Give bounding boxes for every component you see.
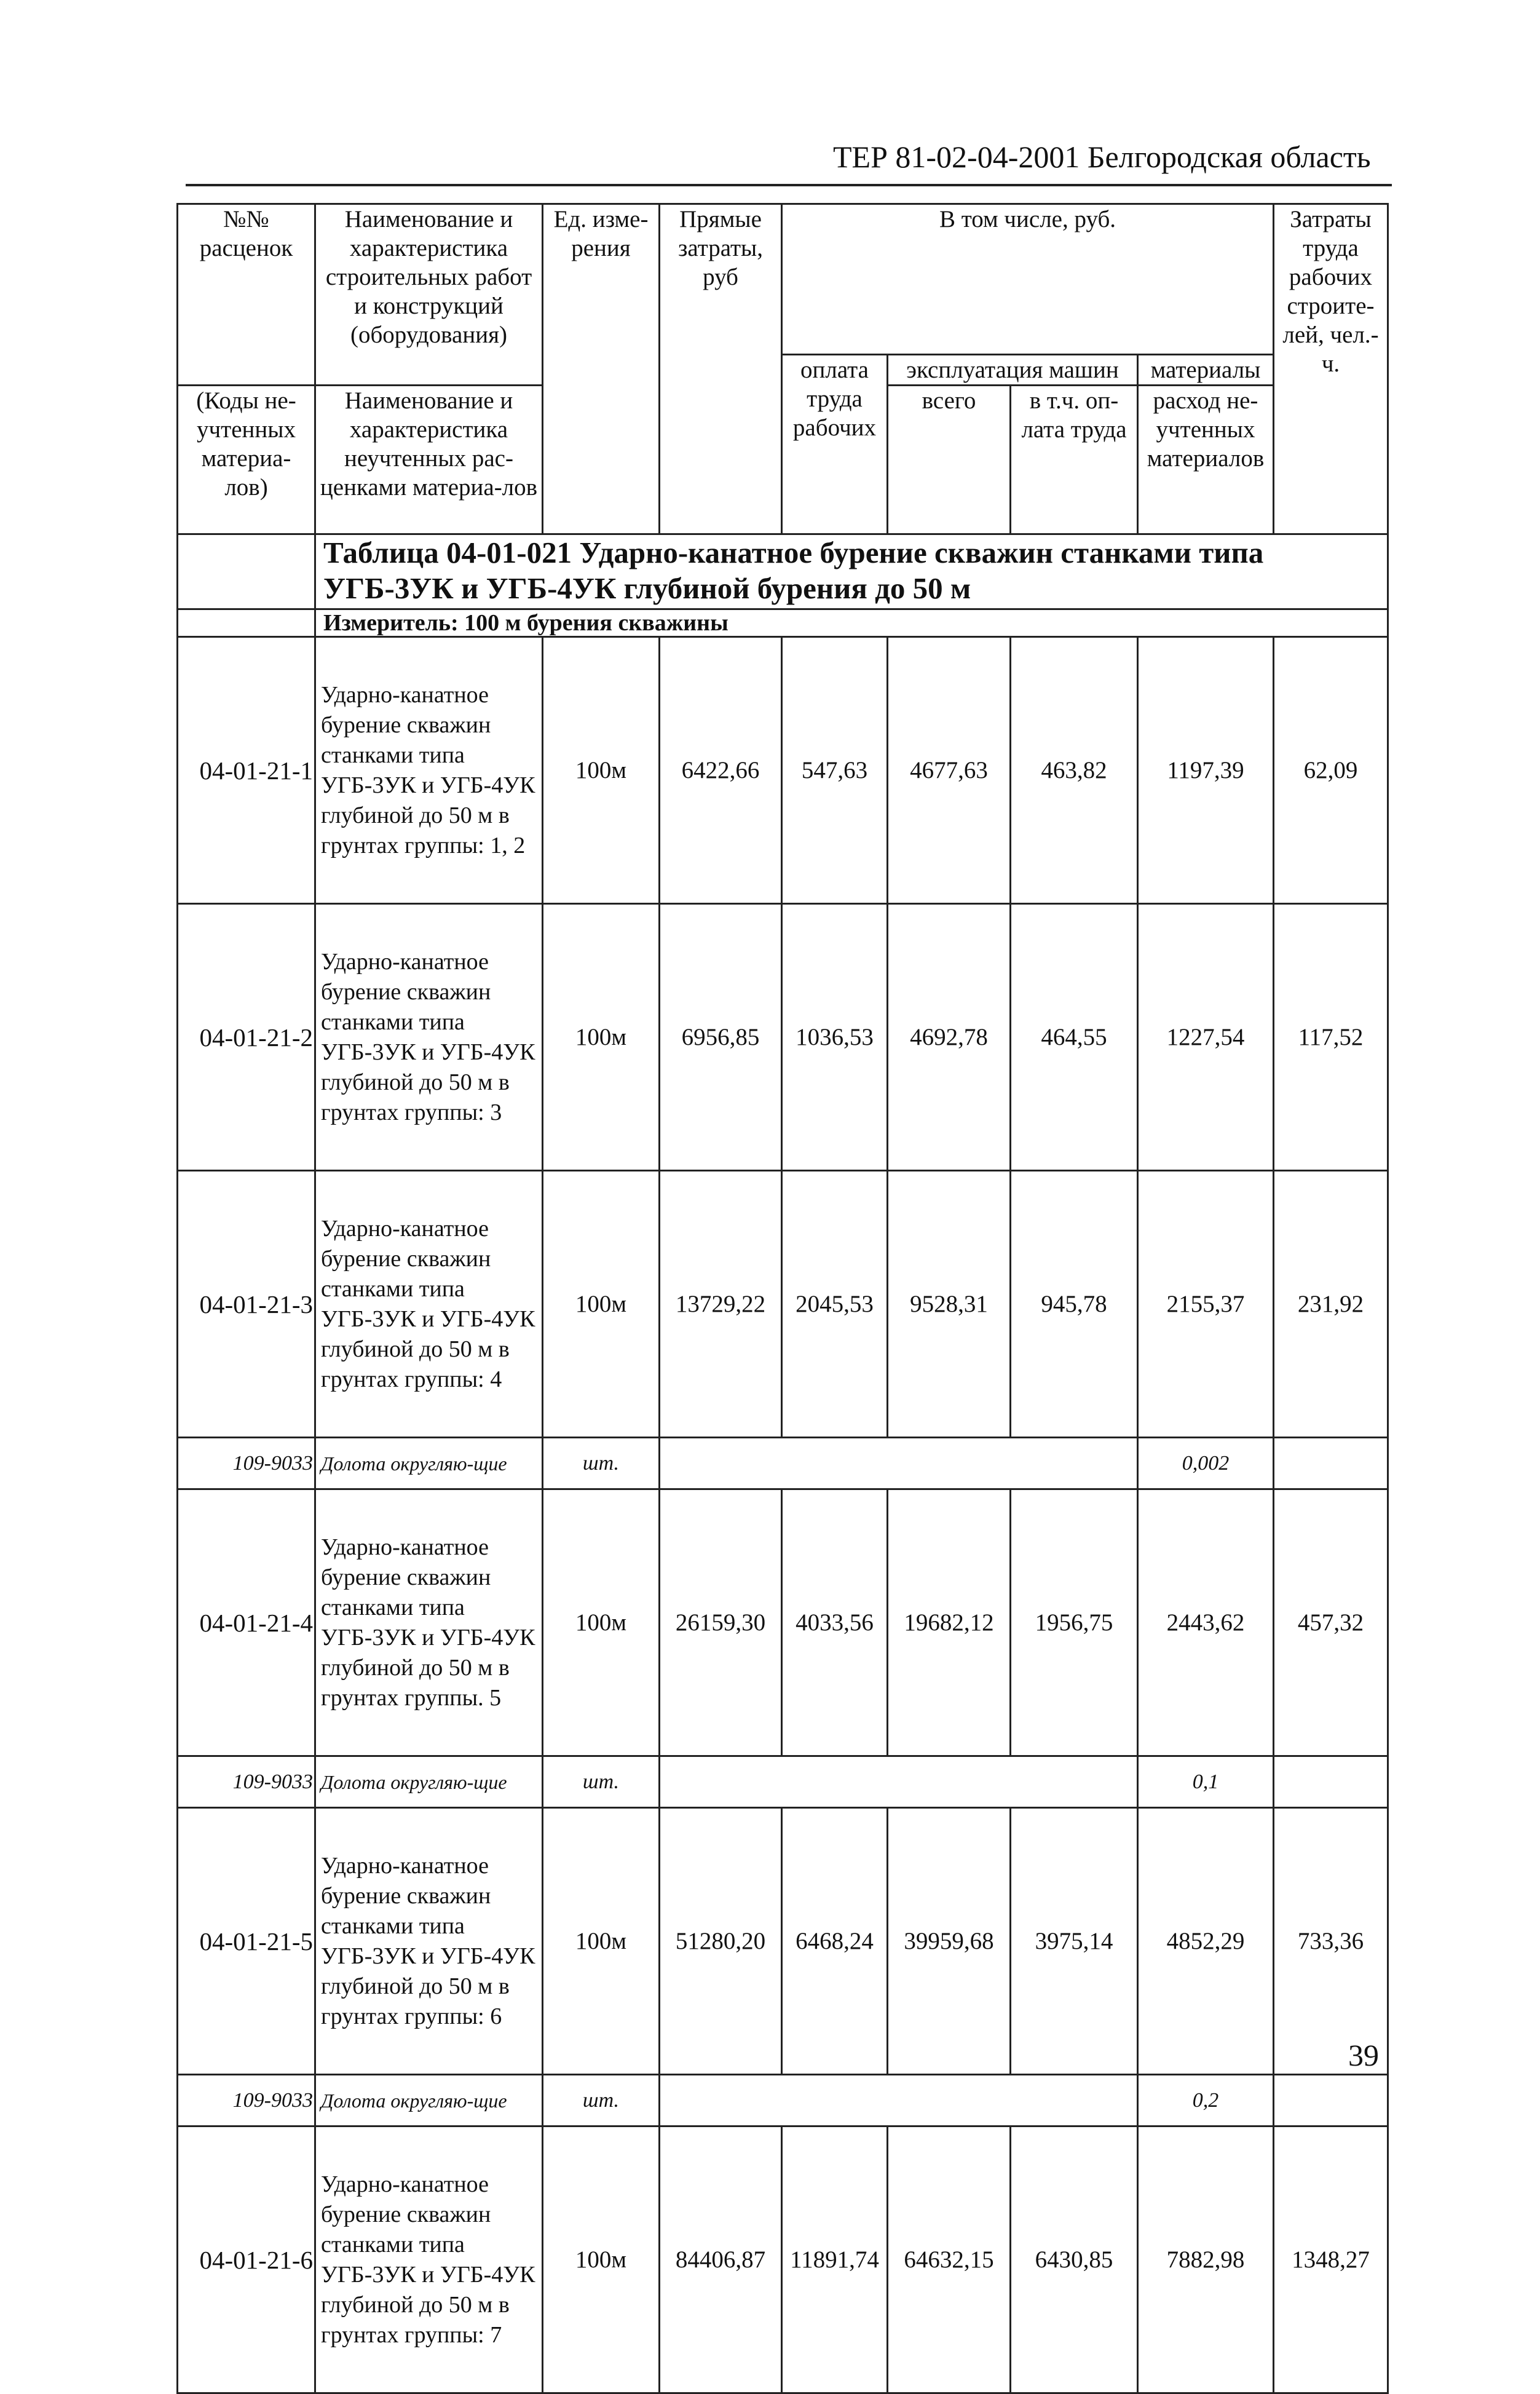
rate-materials: 2155,37 bbox=[1138, 1171, 1274, 1438]
col-header-direct: Прямые затраты, руб bbox=[660, 204, 782, 534]
rate-labor-cost: 1348,27 bbox=[1274, 2126, 1388, 2393]
table-row bbox=[178, 1489, 1388, 1756]
col-subheader-machines-labor: в т.ч. оп-лата труда bbox=[1011, 386, 1138, 534]
table-row bbox=[178, 637, 1388, 904]
material-empty-last bbox=[1274, 2075, 1388, 2126]
rate-name: Ударно-канатное бурение скважин станками типа УГБ-3УК и УГБ-4УК глубиной до 50 м в грунтах группы: 6 bbox=[315, 1808, 543, 2075]
rate-machines-total: 4677,63 bbox=[888, 637, 1011, 904]
rate-materials: 1197,39 bbox=[1138, 637, 1274, 904]
rate-machines-total: 9528,31 bbox=[888, 1171, 1011, 1438]
col-header-labor-cost: Затраты труда рабочих строите-лей, чел.-ч. bbox=[1274, 204, 1388, 534]
rate-labor-cost: 733,36 bbox=[1274, 1808, 1388, 2075]
measure-spacer bbox=[178, 609, 315, 637]
table-row bbox=[178, 1808, 1388, 2075]
table-title: Таблица 04-01-021 Ударно-канатное бурение скважин станками типа УГБ-3УК и УГБ-4УК глубиной бурения до 50 м bbox=[315, 534, 1388, 609]
material-unit: шт. bbox=[543, 2075, 660, 2126]
rate-unit: 100м bbox=[543, 1808, 660, 2075]
rate-direct-cost: 26159,30 bbox=[660, 1489, 782, 1756]
rate-direct-cost: 84406,87 bbox=[660, 2126, 782, 2393]
rate-unit: 100м bbox=[543, 2126, 660, 2393]
rate-labor-pay: 4033,56 bbox=[782, 1489, 888, 1756]
col-header-name: Наименование и характеристика строительных работ и конструкций (оборудования) bbox=[315, 204, 543, 386]
col-header-materials: материалы bbox=[1138, 355, 1274, 386]
material-unit: шт. bbox=[543, 1438, 660, 1489]
table-title-spacer bbox=[178, 534, 315, 609]
price-table bbox=[176, 203, 1389, 2394]
rate-labor-cost: 117,52 bbox=[1274, 904, 1388, 1171]
col-header-labor-pay: оплата труда рабочих bbox=[782, 355, 888, 534]
col-subheader-materials: расход не-учтенных материалов bbox=[1138, 386, 1274, 534]
rate-labor-cost: 457,32 bbox=[1274, 1489, 1388, 1756]
rate-code: 04-01-21-5 bbox=[178, 1808, 315, 2075]
rate-name: Ударно-канатное бурение скважин станками типа УГБ-3УК и УГБ-4УК глубиной до 50 м в грунтах группы: 4 bbox=[315, 1171, 543, 1438]
rate-machines-total: 19682,12 bbox=[888, 1489, 1011, 1756]
rate-direct-cost: 51280,20 bbox=[660, 1808, 782, 2075]
material-row bbox=[178, 1756, 1388, 1808]
material-name: Долота округляю-щие bbox=[315, 1756, 543, 1808]
rate-direct-cost: 6956,85 bbox=[660, 904, 782, 1171]
material-qty: 0,2 bbox=[1138, 2075, 1274, 2126]
rate-machines-total: 64632,15 bbox=[888, 2126, 1011, 2393]
material-row bbox=[178, 2075, 1388, 2126]
table-row bbox=[178, 2126, 1388, 2393]
rate-code: 04-01-21-2 bbox=[178, 904, 315, 1171]
rate-machines-labor: 464,55 bbox=[1011, 904, 1138, 1171]
rate-direct-cost: 6422,66 bbox=[660, 637, 782, 904]
material-qty: 0,002 bbox=[1138, 1438, 1274, 1489]
header-rule bbox=[186, 184, 1392, 186]
rate-code: 04-01-21-4 bbox=[178, 1489, 315, 1756]
material-empty bbox=[660, 2075, 1138, 2126]
rate-name: Ударно-канатное бурение скважин станками типа УГБ-3УК и УГБ-4УК глубиной до 50 м в грунтах группы: 3 bbox=[315, 904, 543, 1171]
material-code: 109-9033 bbox=[178, 1438, 315, 1489]
rate-unit: 100м bbox=[543, 637, 660, 904]
rate-name: Ударно-канатное бурение скважин станками типа УГБ-3УК и УГБ-4УК глубиной до 50 м в грунтах группы. 5 bbox=[315, 1489, 543, 1756]
material-empty bbox=[660, 1756, 1138, 1808]
col-subheader-code: (Коды не-учтенных материа-лов) bbox=[178, 386, 315, 534]
rate-machines-labor: 6430,85 bbox=[1011, 2126, 1138, 2393]
rate-machines-total: 4692,78 bbox=[888, 904, 1011, 1171]
rate-materials: 4852,29 bbox=[1138, 1808, 1274, 2075]
table-measure: Измеритель: 100 м бурения скважины bbox=[315, 609, 1388, 637]
rate-code: 04-01-21-6 bbox=[178, 2126, 315, 2393]
rate-labor-pay: 11891,74 bbox=[782, 2126, 888, 2393]
col-header-incl: В том числе, руб. bbox=[782, 204, 1274, 355]
material-code: 109-9033 bbox=[178, 1756, 315, 1808]
rate-machines-labor: 945,78 bbox=[1011, 1171, 1138, 1438]
rate-labor-pay: 2045,53 bbox=[782, 1171, 888, 1438]
col-header-unit: Ед. изме-рения bbox=[543, 204, 660, 534]
material-empty-last bbox=[1274, 1756, 1388, 1808]
material-name: Долота округляю-щие bbox=[315, 1438, 543, 1489]
rate-machines-labor: 1956,75 bbox=[1011, 1489, 1138, 1756]
col-header-code: №№ расценок bbox=[178, 204, 315, 386]
material-row bbox=[178, 1438, 1388, 1489]
rate-machines-labor: 3975,14 bbox=[1011, 1808, 1138, 2075]
rate-machines-labor: 463,82 bbox=[1011, 637, 1138, 904]
rate-materials: 7882,98 bbox=[1138, 2126, 1274, 2393]
rate-code: 04-01-21-3 bbox=[178, 1171, 315, 1438]
material-code: 109-9033 bbox=[178, 2075, 315, 2126]
material-empty-last bbox=[1274, 1438, 1388, 1489]
material-unit: шт. bbox=[543, 1756, 660, 1808]
rate-name: Ударно-канатное бурение скважин станками типа УГБ-3УК и УГБ-4УК глубиной до 50 м в грунтах группы: 1, 2 bbox=[315, 637, 543, 904]
material-name: Долота округляю-щие bbox=[315, 2075, 543, 2126]
rate-materials: 2443,62 bbox=[1138, 1489, 1274, 1756]
material-qty: 0,1 bbox=[1138, 1756, 1274, 1808]
rate-name: Ударно-канатное бурение скважин станками типа УГБ-3УК и УГБ-4УК глубиной до 50 м в грунтах группы: 7 bbox=[315, 2126, 543, 2393]
material-empty bbox=[660, 1438, 1138, 1489]
rate-machines-total: 39959,68 bbox=[888, 1808, 1011, 2075]
col-subheader-machines-total: всего bbox=[888, 386, 1011, 534]
rate-labor-pay: 547,63 bbox=[782, 637, 888, 904]
rate-direct-cost: 13729,22 bbox=[660, 1171, 782, 1438]
rate-unit: 100м bbox=[543, 1171, 660, 1438]
page-header: ТЕР 81-02-04-2001 Белгородская область bbox=[833, 140, 1371, 174]
rate-labor-pay: 1036,53 bbox=[782, 904, 888, 1171]
page-number: 39 bbox=[1348, 2038, 1379, 2072]
rate-labor-cost: 62,09 bbox=[1274, 637, 1388, 904]
rate-code: 04-01-21-1 bbox=[178, 637, 315, 904]
rate-unit: 100м bbox=[543, 1489, 660, 1756]
rate-labor-pay: 6468,24 bbox=[782, 1808, 888, 2075]
table-row bbox=[178, 904, 1388, 1171]
col-header-machines: эксплуатация машин bbox=[888, 355, 1138, 386]
rate-labor-cost: 231,92 bbox=[1274, 1171, 1388, 1438]
col-subheader-name: Наименование и характеристика неучтенных рас-ценками материа-лов bbox=[315, 386, 543, 534]
rate-materials: 1227,54 bbox=[1138, 904, 1274, 1171]
rate-unit: 100м bbox=[543, 904, 660, 1171]
table-row bbox=[178, 1171, 1388, 1438]
